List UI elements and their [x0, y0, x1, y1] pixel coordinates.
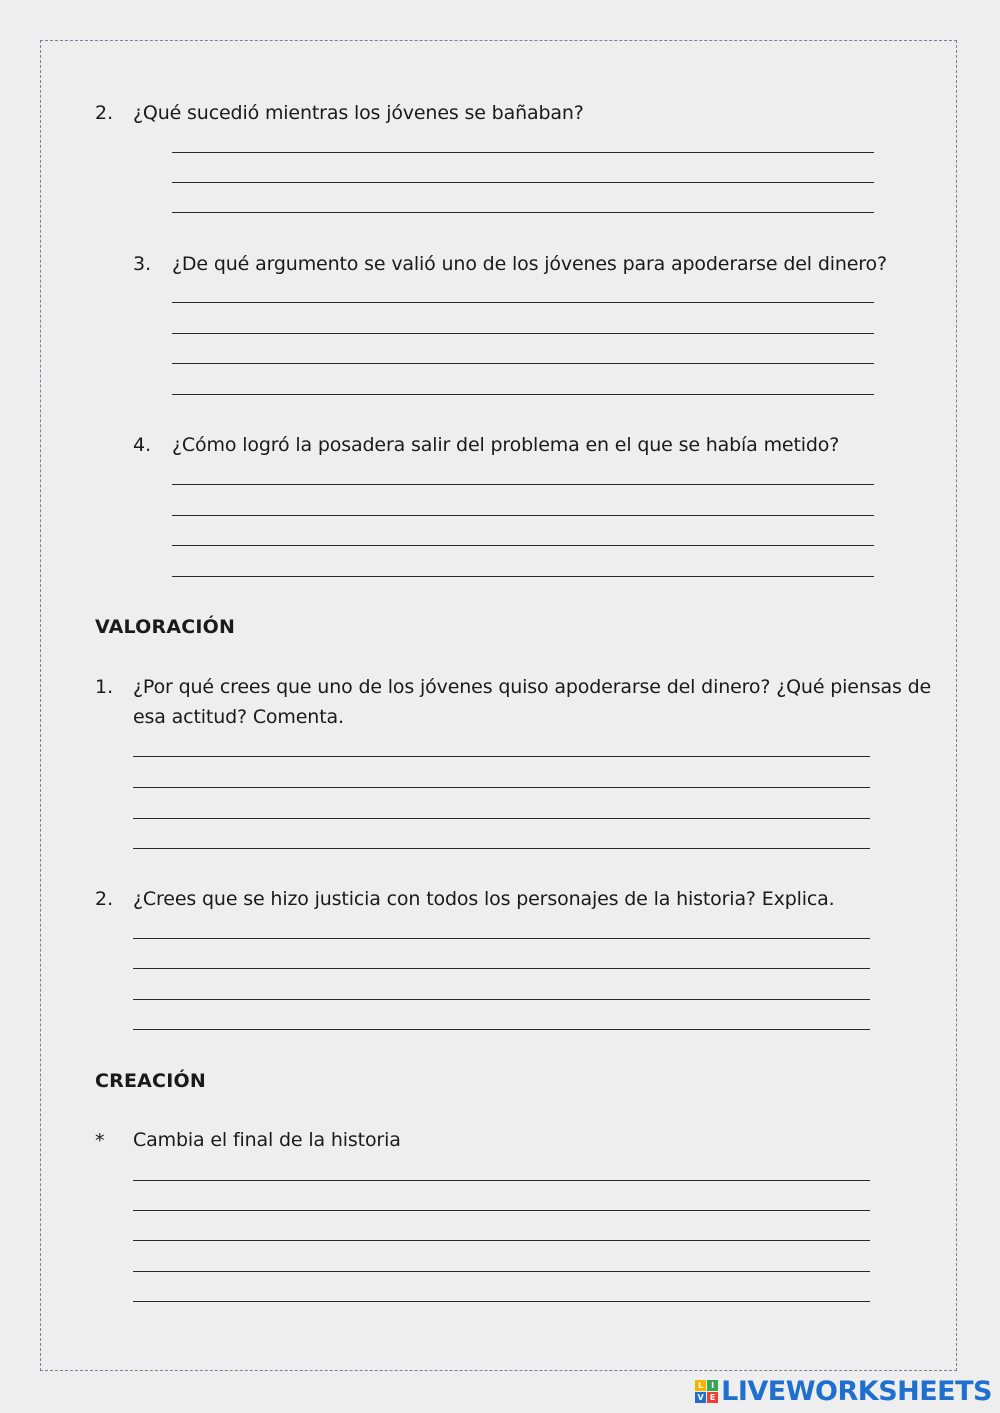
- answer-line[interactable]: [172, 515, 874, 516]
- question-3-text: ¿De qué argumento se valió uno de los jóvenes para apoderarse del dinero?: [172, 253, 887, 275]
- answer-line[interactable]: [133, 848, 870, 849]
- question-4-number: 4.: [133, 434, 152, 456]
- question-4-text: ¿Cómo logró la posadera salir del problema en el que se había metido?: [172, 434, 840, 456]
- logo-tile: L: [695, 1380, 706, 1391]
- answer-line[interactable]: [133, 938, 870, 939]
- answer-line[interactable]: [133, 1180, 870, 1181]
- answer-line[interactable]: [172, 302, 874, 303]
- answer-line[interactable]: [133, 756, 870, 757]
- section-heading-valoracion: VALORACIÓN: [95, 616, 236, 638]
- valoracion-question-2-number: 2.: [95, 888, 114, 910]
- answer-line[interactable]: [133, 1240, 870, 1241]
- answer-line[interactable]: [172, 394, 874, 395]
- section-heading-creacion: CREACIÓN: [95, 1070, 206, 1092]
- answer-line[interactable]: [133, 999, 870, 1000]
- answer-line[interactable]: [172, 363, 874, 364]
- creacion-bullet: *: [95, 1130, 105, 1152]
- answer-line[interactable]: [133, 787, 870, 788]
- valoracion-question-2-text: ¿Crees que se hizo justicia con todos los personajes de la historia? Explica.: [133, 888, 835, 910]
- answer-line[interactable]: [133, 968, 870, 969]
- answer-line[interactable]: [133, 1271, 870, 1272]
- answer-line[interactable]: [133, 1301, 870, 1302]
- valoracion-question-1-line2: esa actitud? Comenta.: [133, 706, 344, 728]
- answer-line[interactable]: [133, 1029, 870, 1030]
- answer-line[interactable]: [172, 152, 874, 153]
- answer-line[interactable]: [133, 1210, 870, 1211]
- watermark-text: LIVEWORKSHEETS: [721, 1376, 992, 1407]
- answer-line[interactable]: [172, 484, 874, 485]
- logo-tile: I: [707, 1380, 718, 1391]
- answer-line[interactable]: [172, 212, 874, 213]
- valoracion-question-1-line1: ¿Por qué crees que uno de los jóvenes quiso apoderarse del dinero? ¿Qué piensas de: [133, 676, 932, 698]
- answer-line[interactable]: [172, 545, 874, 546]
- liveworksheets-watermark: [695, 1376, 992, 1407]
- answer-line[interactable]: [172, 333, 874, 334]
- answer-line[interactable]: [133, 818, 870, 819]
- question-2-text: ¿Qué sucedió mientras los jóvenes se bañaban?: [133, 102, 584, 124]
- valoracion-question-1-number: 1.: [95, 676, 114, 698]
- logo-tile: V: [695, 1392, 706, 1403]
- answer-line[interactable]: [172, 576, 874, 577]
- creacion-prompt: Cambia el final de la historia: [133, 1129, 401, 1151]
- question-2-number: 2.: [95, 102, 114, 124]
- answer-line[interactable]: [172, 182, 874, 183]
- liveworksheets-logo-icon: [695, 1380, 718, 1403]
- question-3-number: 3.: [133, 253, 152, 275]
- logo-tile: E: [707, 1392, 718, 1403]
